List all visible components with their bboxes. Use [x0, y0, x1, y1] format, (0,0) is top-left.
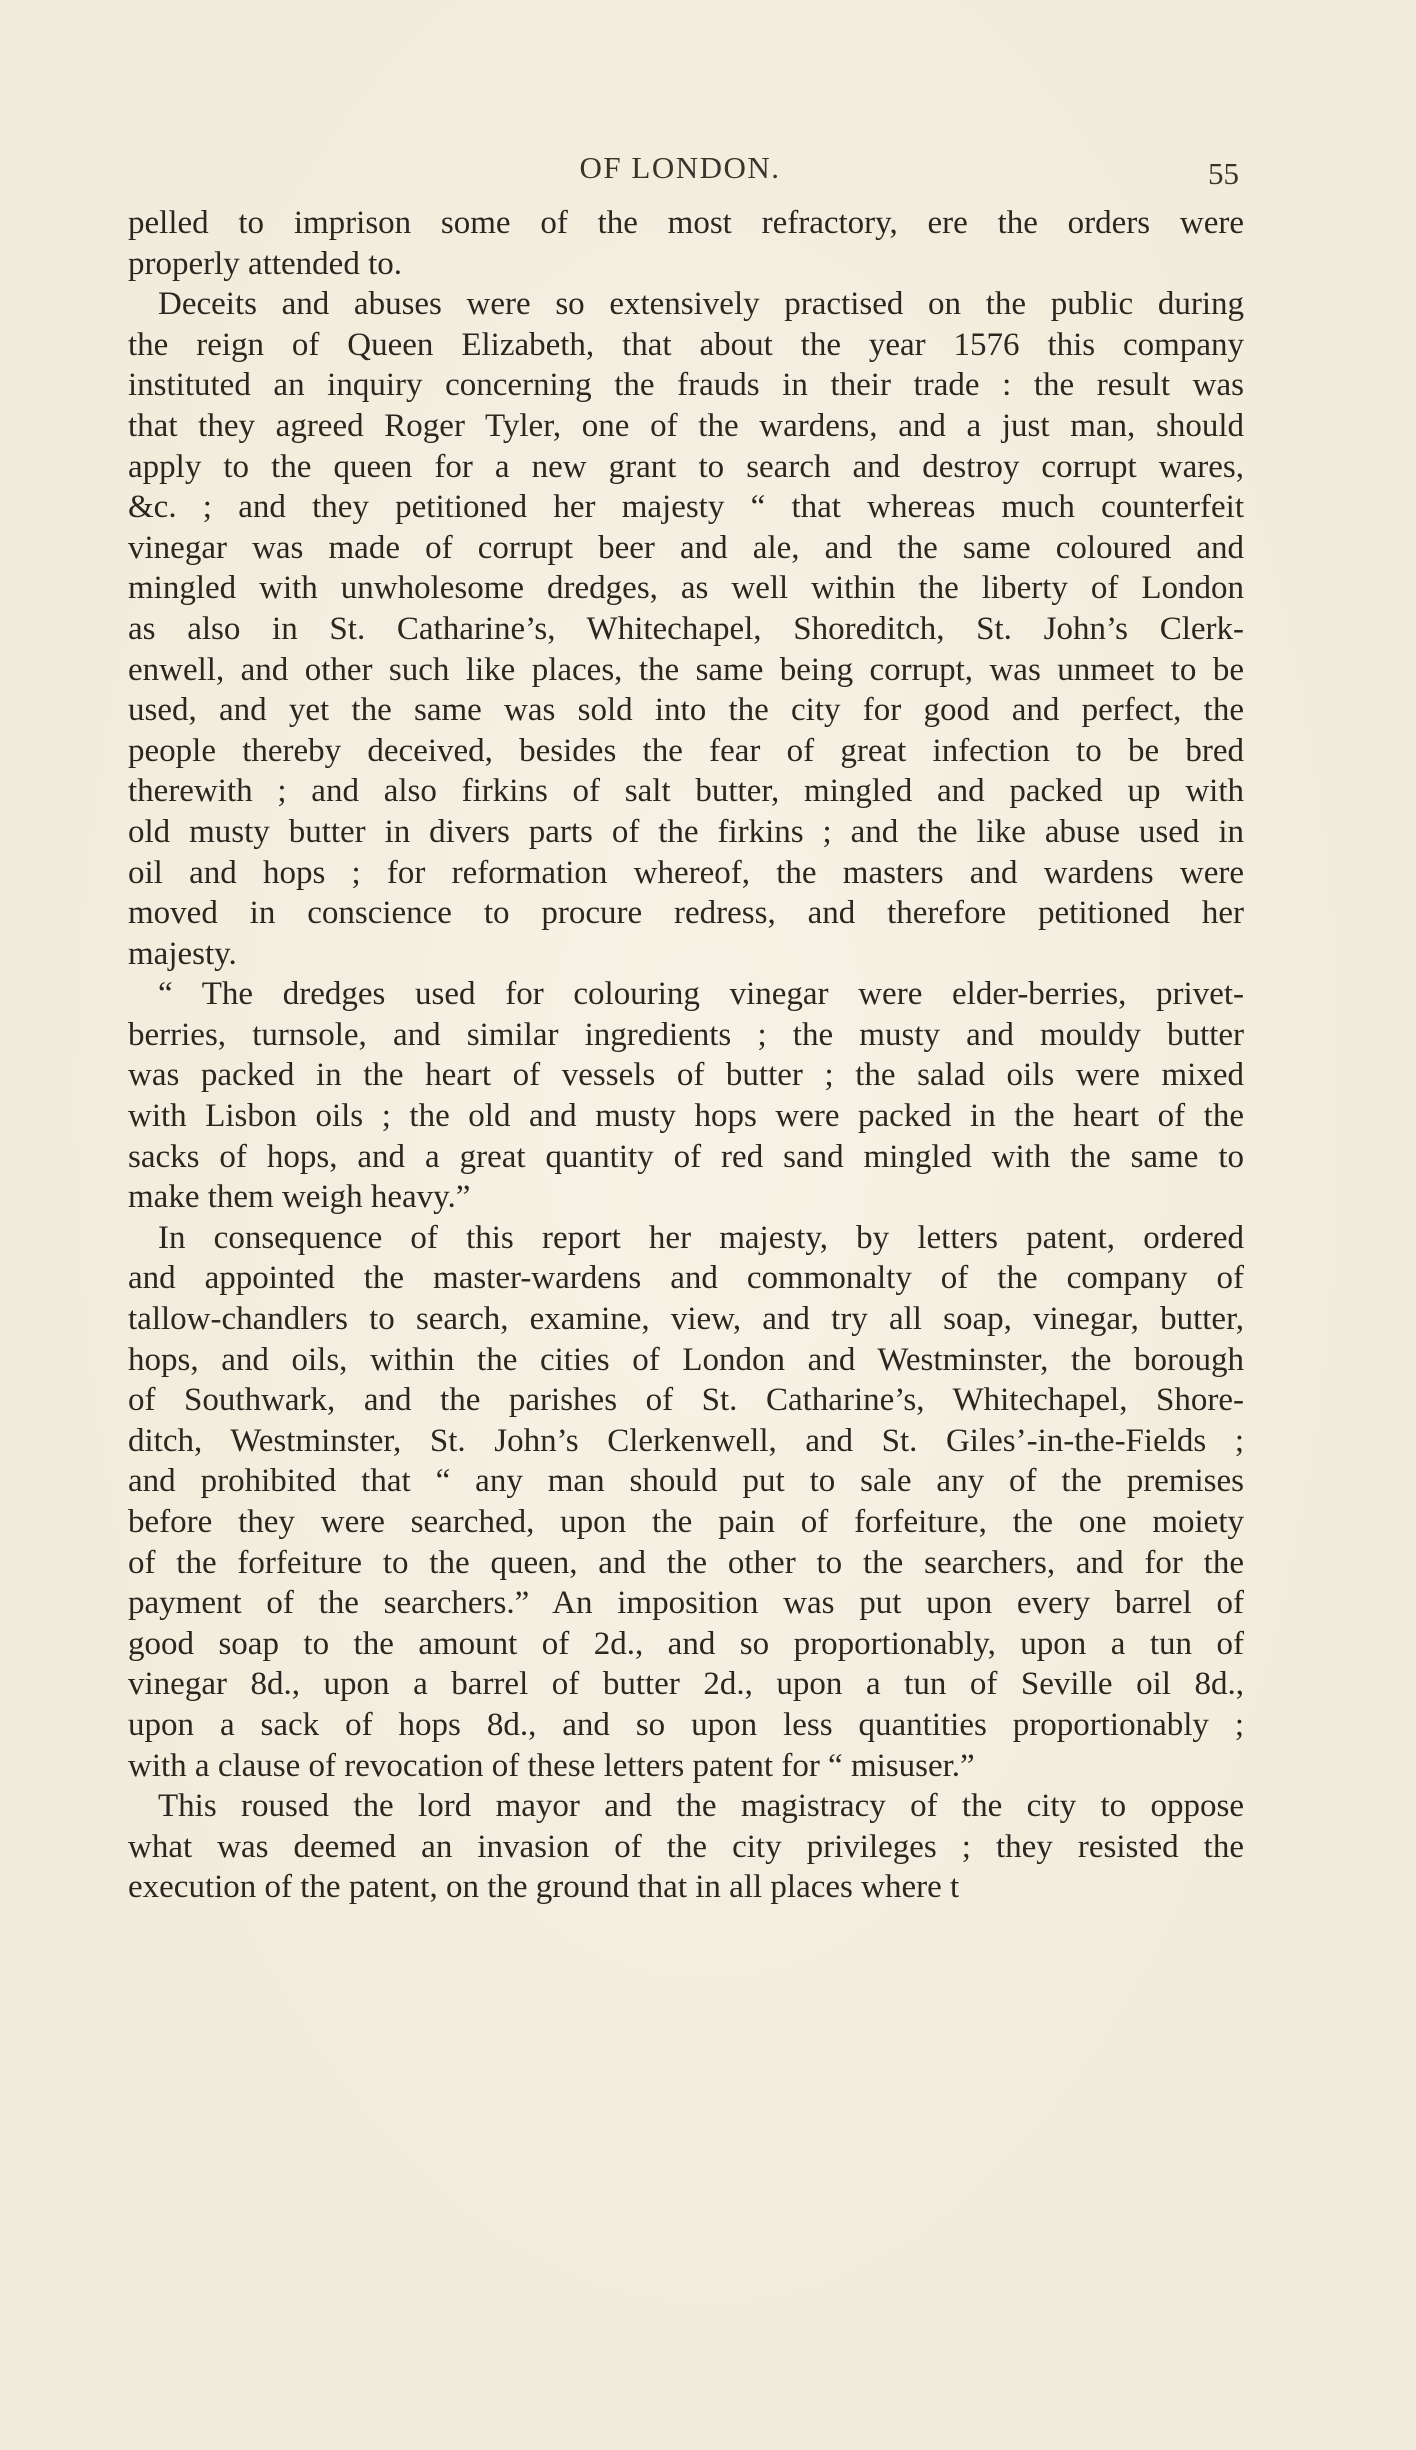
text-line: oil and hops ; for reformation whereof, the masters and wardens were — [128, 854, 1244, 891]
text-line: good soap to the amount of 2d., and so proportionably, upon a tun of — [128, 1625, 1244, 1662]
text-line: apply to the queen for a new grant to search and destroy corrupt wares, — [128, 448, 1244, 485]
text-line: with Lisbon oils ; the old and musty hops were packed in the heart of the — [128, 1098, 1244, 1135]
text-line: mingled with unwholesome dredges, as well within the liberty of London — [128, 570, 1244, 607]
text-line: sacks of hops, and a great quantity of red sand mingled with the same to — [128, 1138, 1244, 1175]
text-line: enwell, and other such like places, the same being corrupt, was unmeet to be — [128, 651, 1244, 688]
text-line: tallow-chandlers to search, examine, view, and try all soap, vinegar, butter, — [128, 1301, 1244, 1338]
running-title: OF LONDON. — [579, 150, 781, 185]
text-line: vinegar 8d., upon a barrel of butter 2d., upon a tun of Seville oil 8d., — [128, 1666, 1244, 1703]
text-line: properly attended to. — [128, 245, 402, 282]
text-line: was packed in the heart of vessels of butter ; the salad oils were mixed — [128, 1057, 1244, 1094]
text-line: pelled to imprison some of the most refractory, ere the orders were — [128, 205, 1244, 241]
text-line: “ The dredges used for colouring vinegar were elder-berries, privet- — [158, 976, 1244, 1013]
page-number: 55 — [1208, 156, 1239, 191]
body-text — [128, 203, 1244, 1908]
text-line: majesty. — [128, 935, 237, 972]
text-line: Deceits and abuses were so extensively practised on the public during — [158, 286, 1244, 323]
text-line: what was deemed an invasion of the city privileges ; they resisted the — [128, 1828, 1244, 1865]
text-line: the reign of Queen Elizabeth, that about the year 1576 this company — [128, 326, 1244, 363]
text-line: as also in St. Catharine’s, Whitechapel, Shoreditch, St. John’s Clerk- — [128, 610, 1244, 647]
text-line: of Southwark, and the parishes of St. Catharine’s, Whitechapel, Shore- — [128, 1382, 1244, 1419]
running-head — [0, 150, 1416, 190]
text-line: moved in conscience to procure redress, and therefore petitioned her — [128, 895, 1244, 932]
text-line: payment of the searchers.” An imposition was put upon every barrel of — [128, 1585, 1244, 1622]
text-line: people thereby deceived, besides the fear of great infection to be bred — [128, 732, 1244, 769]
text-line: instituted an inquiry concerning the frauds in their trade : the result was — [128, 367, 1244, 404]
text-line: In consequence of this report her majesty, by letters patent, ordered — [158, 1219, 1244, 1256]
text-line: &c. ; and they petitioned her majesty “ that whereas much counterfeit — [128, 489, 1244, 526]
text-line: execution of the patent, on the ground that in all places where t — [128, 1869, 960, 1906]
text-line: make them weigh heavy.” — [128, 1179, 471, 1216]
text-line: and appointed the master-wardens and commonalty of the company of — [128, 1260, 1244, 1297]
text-line: berries, turnsole, and similar ingredients ; the musty and mouldy butter — [128, 1016, 1244, 1053]
text-line: with a clause of revocation of these letters patent for “ misuser.” — [128, 1747, 975, 1784]
text-line: This roused the lord mayor and the magistracy of the city to oppose — [158, 1788, 1244, 1825]
text-line: old musty butter in divers parts of the firkins ; and the like abuse used in — [128, 813, 1244, 850]
text-line: hops, and oils, within the cities of London and Westminster, the borough — [128, 1341, 1244, 1378]
text-line: vinegar was made of corrupt beer and ale, and the same coloured and — [128, 529, 1244, 566]
text-line: and prohibited that “ any man should put to sale any of the premises — [128, 1463, 1244, 1500]
text-line: upon a sack of hops 8d., and so upon less quantities proportionably ; — [128, 1706, 1244, 1743]
text-line: used, and yet the same was sold into the city for good and perfect, the — [128, 692, 1244, 729]
text-line: ditch, Westminster, St. John’s Clerkenwell, and St. Giles’-in-the-Fields ; — [128, 1422, 1244, 1459]
text-line: before they were searched, upon the pain of forfeiture, the one moiety — [128, 1504, 1244, 1540]
text-line: that they agreed Roger Tyler, one of the wardens, and a just man, should — [128, 407, 1244, 444]
text-line: of the forfeiture to the queen, and the other to the searchers, and for the — [128, 1544, 1244, 1581]
text-line: therewith ; and also firkins of salt butter, mingled and packed up with — [128, 773, 1244, 810]
